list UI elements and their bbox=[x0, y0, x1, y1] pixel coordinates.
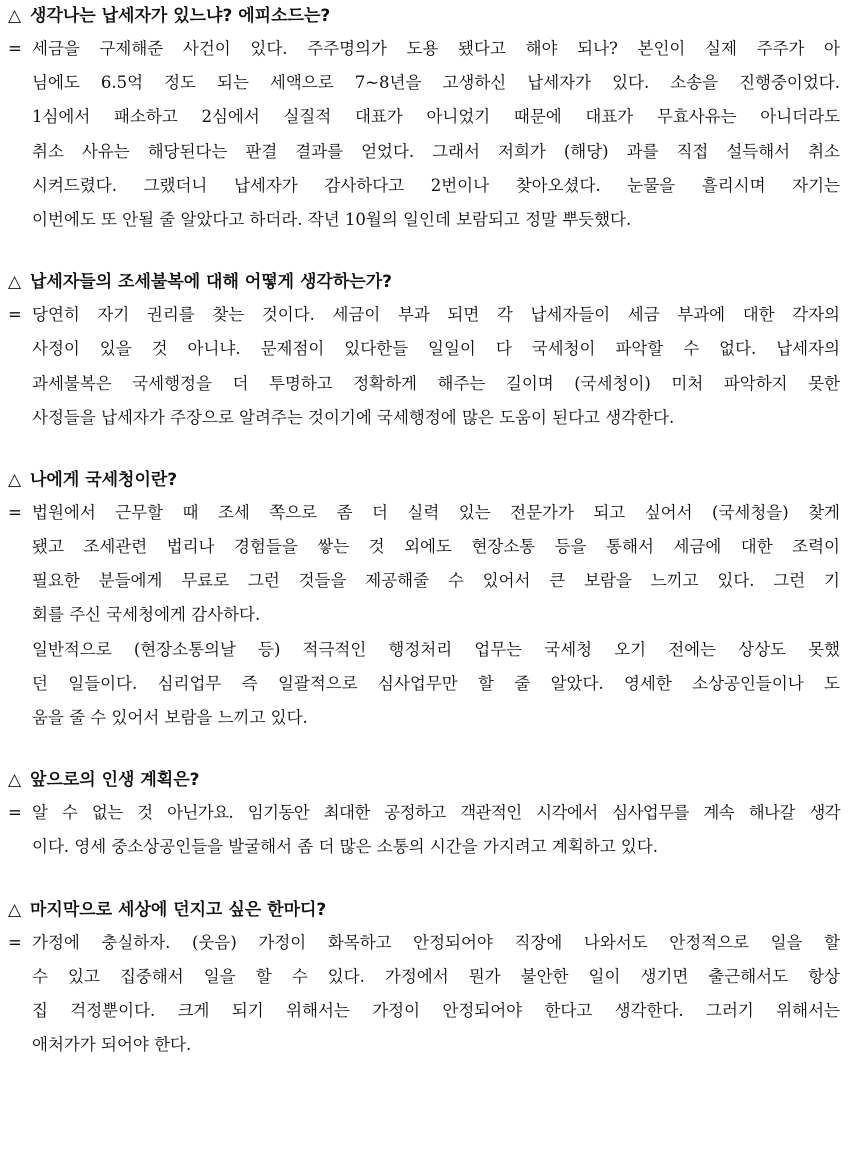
answer-line: 님에도 6.5억 정도 되는 세액으로 7~8년을 고생하신 납세자가 있다. 소송을 진행중이었다. bbox=[32, 73, 840, 93]
answer-line: 던 일들이다. 심리업무 즉 일괄적으로 심사업무만 할 줄 알았다. 영세한 소상공인들이나 도 bbox=[32, 673, 840, 693]
answer-line bbox=[8, 298, 840, 332]
qa-section bbox=[8, 897, 840, 1063]
answer-paragraph bbox=[8, 926, 840, 1063]
answer-line-text: 당연히 자기 권리를 찾는 것이다. 세금이 부과 되면 각 납세자들이 세금 부과에 대한 각자의 bbox=[32, 305, 840, 325]
answer-line: 취소 사유는 해당된다는 판결 결과를 얻었다. 그래서 저희가 (해당) 과를 직접 설득해서 취소 bbox=[32, 141, 840, 161]
answer-line-text: 세금을 구제해준 사건이 있다. 주주명의가 도용 됐다고 해야 되나? 본인이 실제 주주가 아 bbox=[32, 39, 840, 58]
answer-line: 회를 주신 국세청에게 감사하다. bbox=[32, 605, 261, 625]
equals-marker: = bbox=[8, 305, 22, 325]
qa-section bbox=[8, 3, 840, 237]
answer-line-text: 알 수 없는 것 아닌가요. 임기동안 최대한 공정하고 객관적인 시각에서 심사업무를 계속 해나갈 생각 bbox=[32, 803, 840, 823]
answer-line: 일반적으로 (현장소통의날 등) 적극적인 행정처리 업무는 국세청 오기 전에는 상상도 못했 bbox=[32, 639, 840, 659]
triangle-marker: △ bbox=[8, 272, 22, 293]
answer-line: 수 있고 집중해서 일을 할 수 있다. 가정에서 뭔가 불안한 일이 생기면 출근해서도 항상 bbox=[32, 966, 840, 986]
answer-paragraph bbox=[8, 32, 840, 237]
answer-line: 과세불복은 국세행정을 더 투명하고 정확하게 해주는 길이며 (국세청이) 미처 파악하지 못한 bbox=[32, 373, 840, 393]
answer-line: 됐고 조세관련 법리나 경험들을 쌓는 것 외에도 현장소통 등을 통해서 세금에 대한 조력이 bbox=[32, 537, 840, 557]
answer-line: 시켜드렸다. 그랬더니 납세자가 감사하다고 2번이나 찾아오셨다. 눈물을 흘리시며 자기는 bbox=[32, 175, 840, 195]
question-heading bbox=[8, 897, 840, 923]
answer-paragraph bbox=[8, 796, 840, 864]
question-text: 납세자들의 조세불복에 대해 어떻게 생각하는가? bbox=[30, 272, 392, 293]
answer-paragraph bbox=[8, 496, 840, 735]
question-text: 생각나는 납세자가 있느냐? 에피소드는? bbox=[30, 6, 331, 26]
answer-line-text: 법원에서 근무할 때 조세 쪽으로 좀 더 실력 있는 전문가가 되고 싶어서 (국세청을) 찾게 bbox=[32, 502, 840, 522]
qa-section bbox=[8, 767, 840, 864]
triangle-marker: △ bbox=[8, 6, 22, 26]
answer-line: 애처가가 되어야 한다. bbox=[32, 1035, 192, 1055]
equals-marker: = bbox=[8, 932, 22, 952]
answer-line: 움을 줄 수 있어서 보람을 느끼고 있다. bbox=[32, 708, 308, 727]
answer-line: 이다. 영세 중소상공인들을 발굴해서 좀 더 많은 소통의 시간을 가지려고 계획하고 있다. bbox=[32, 837, 659, 857]
question-text: 앞으로의 인생 계획은? bbox=[30, 770, 200, 791]
answer-line bbox=[8, 32, 840, 66]
question-heading bbox=[8, 467, 840, 493]
answer-line bbox=[8, 796, 840, 830]
triangle-marker: △ bbox=[8, 770, 22, 791]
answer-line-text: 가정에 충실하자. (웃음) 가정이 화목하고 안정되어야 직장에 나와서도 안정적으로 일을 할 bbox=[32, 932, 840, 952]
answer-line: 집 걱정뿐이다. 크게 되기 위해서는 가정이 안정되어야 한다고 생각한다. 그러기 위해서는 bbox=[32, 1000, 840, 1020]
question-heading bbox=[8, 269, 840, 295]
question-heading bbox=[8, 767, 840, 793]
equals-marker: = bbox=[8, 502, 22, 522]
answer-paragraph bbox=[8, 298, 840, 435]
answer-line: 사정이 있을 것 아니냐. 문제점이 있다한들 일일이 다 국세청이 파악할 수 없다. 납세자의 bbox=[32, 339, 840, 359]
triangle-marker: △ bbox=[8, 899, 22, 920]
answer-line bbox=[8, 496, 840, 530]
answer-line: 1심에서 패소하고 2심에서 실질적 대표가 아니었기 때문에 대표가 무효사유는 아니더라도 bbox=[32, 107, 840, 127]
question-heading bbox=[8, 3, 840, 29]
question-text: 나에게 국세청이란? bbox=[30, 469, 178, 490]
question-text: 마지막으로 세상에 던지고 싶은 한마디? bbox=[30, 899, 327, 920]
answer-line bbox=[8, 926, 840, 960]
answer-line: 사정들을 납세자가 주장으로 알려주는 것이기에 국세행정에 많은 도움이 된다고 생각한다. bbox=[32, 407, 675, 427]
equals-marker: = bbox=[8, 39, 22, 58]
equals-marker: = bbox=[8, 803, 22, 823]
qa-section bbox=[8, 269, 840, 435]
triangle-marker: △ bbox=[8, 469, 22, 490]
answer-line: 이번에도 또 안될 줄 알았다고 하더라. 작년 10월의 일인데 보람되고 정말 뿌듯했다. bbox=[32, 209, 632, 229]
qa-section bbox=[8, 467, 840, 735]
answer-line: 필요한 분들에게 무료로 그런 것들을 제공해줄 수 있어서 큰 보람을 느끼고 있다. 그런 기 bbox=[32, 571, 840, 591]
